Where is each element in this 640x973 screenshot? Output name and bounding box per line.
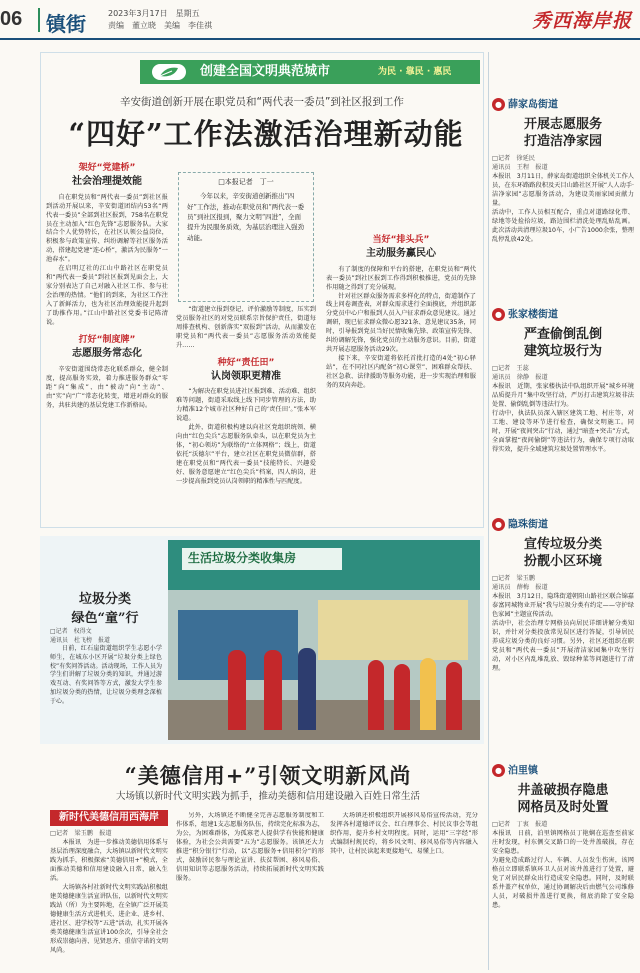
photo-story-title-1: 垃圾分类 <box>78 592 131 607</box>
brief-yinzhu <box>492 518 634 674</box>
banner-slogan: 为民 · 靠民 · 惠民 <box>378 67 452 77</box>
photo-story-title-2: 绿色“童”行 <box>71 611 139 626</box>
lead-paragraph: 自在职党员和“两代表一委员”到社区报到活动开展以来，辛安街道团结内53名“两代表一委员”全部到社区报到，758名在职党员在主动加入“红色先锋”志愿服务队。大家结合个人优势特长，在社区认领公益岗位，积极参与政策宣传、纠纷调解等社区服务活动，搭建起党建“连心桥”，激活为民服务“一池春水”。 <box>46 193 168 264</box>
brief-zhangjialou <box>492 308 634 455</box>
kicker-3: 种好“责任田” <box>217 357 275 368</box>
brief-byline: 通讯员 王程 报道 <box>492 163 548 171</box>
brief-title: 井盖破损存隐患 网格员及时处置 <box>517 783 609 815</box>
meide-title: “美德信用+”引领文明新风尚 <box>124 763 412 788</box>
lead-paragraph: 辛安街道围绕常态化联系群众，健全制度，提高服务实效，着力推进服务群众“零距”向“集成”、由“被动”向“主动”、由“实”向“广”常态化转变，增进对群众的服务，共驻共建的基层党建工作新格局。 <box>46 365 168 409</box>
photo-story-text <box>50 628 162 706</box>
lead-paragraph: 针对社区群众服务需求多样化的特点，街道制作了线上问卷调查表，对群众需求进行全面摸底，并组织部分党员中心户和报到人员入户征求群众意见建议。通过调研，现已征求群众微心愿321条、意见建议35条，同时，引导报到党员当好民情收集先锋、政策宣传先锋、纠纷调解先锋，强化党员的主动服务意识。目前，街道共开展志愿服务活动29次。 <box>326 292 476 354</box>
meide-paragraph: 大场镇还积极组织开展移风易俗宣传活动，充分发挥各村道德评议会、红白理事会、村民议事会等组织作用，提升乡村文明程度。同时，运用“三字经”形式编制村规民约，将乡风文明、移风易俗等内容融入其中，让村民读起来更接地气、易懂上口。 <box>330 812 478 855</box>
brief-byline: □记者 丁衷 报道 <box>492 820 548 828</box>
lead-paragraph: 此外，街道积极构建以向社区党组织统领、横向由“红色尖兵”志愿服务队牵头，以在职党员为主体，“初心领坊”为联络的“立体网格”；线上，街道依托“沃德尔”平台，建立社区在职党员微信群，搭建在职党员和“两代表一委员”技能特长、兴趣爱好、服务意愿建立“红色尖兵”档案，四人纳岗，进一步提高报到党员认岗领职的精准性与匹配度。 <box>176 424 316 486</box>
brief-byline: □记者 徐延民 <box>492 154 535 162</box>
brief-byline: 通讯员 薛梅 报道 <box>492 583 548 591</box>
photo-story-title <box>52 588 158 626</box>
lead-paragraph: “为解决在职党员进社区报到难、活动难、组织难等问题，街道采取线上线下同步管理的方法，助力精准12个城市社区种好自己的‘责任田’。”张本军说道。 <box>176 388 316 423</box>
lead-subtitle: 辛安街道创新开展在职党员和“两代表一委员”到社区报到工作 <box>120 96 404 108</box>
date-line: 2023年3月17日 星期五 <box>108 9 200 18</box>
lead-col-2 <box>176 306 316 487</box>
meide-paragraph: 大场镇各村社新时代文明实践站积极组建美德健康生活宣讲队伍，以新时代文明实践站（所）为主要阵地，在全镇广泛开展美德健康生活方式进机关、进企业、进乡村、进社区、进学校等“五进”活动，扎实开展各类美德健康生活宣讲100余次，引导全社会形成崇德向善、见贤思齐、重信守诺的文明风尚。 <box>50 883 168 954</box>
brief-title: 开展志愿服务 打造洁净家园 <box>523 117 602 149</box>
brief-title: 严查偷倒乱倒 建筑垃圾行为 <box>523 327 602 359</box>
kicker-4: 当好“排头兵” <box>372 235 430 245</box>
person-figure <box>228 650 246 730</box>
location-icon: ● <box>492 764 505 777</box>
lead-paragraph: 接下来，辛安街道将依托首批打造的4处“初心驿站”，在不同社区内配备“初心课堂”、困难群众帮扶、社区急救、法律援助等服务功能，进一步实现治理和服务的双向奔赴。 <box>326 355 476 390</box>
divider <box>38 8 40 32</box>
brief-tag: ● 薛家岛街道 <box>492 98 634 113</box>
lead-paragraph: “街道建立报到登记、评价激励等制度，压实到党员服务社区的对党员联系宗旨保护责任，街道每周排查机构、创新落实“双报到”活动，从而激发在职党员和“两代表一委员”志愿服务活动效能提升…… <box>176 306 316 349</box>
subhead-2: 志愿服务常态化 <box>72 348 142 360</box>
station-sign: 生活垃圾分类收集房 <box>182 548 342 570</box>
meide-label: 新时代美德信用西海岸 <box>50 810 168 826</box>
location-icon: ● <box>492 98 505 111</box>
section-name: 镇街 <box>46 12 86 36</box>
brief-text: 本报讯 近期，张家楼执法中队组织开展“城乡环境品质提升月”集中攻坚行动，严厉打击建筑垃圾非法处置、偷倒乱倒等违法行为。 行动中，执法队员深入辖区建筑工地、村庄等，对工地、建设等环节进行检查，确保文明施工。同时，开展“夜间突击”行动，通过“暗查+突击”方式，全面掌握“夜间偷倒”等违法行为，确保专项行动取得实效，提升全域建筑垃圾处置管理水平。 <box>492 382 634 453</box>
intro-text: 今年以来，辛安街道创新推出“四好”工作法，推动在职党员和“两代表一委员”到社区报到，聚力文明“四进”，全面提升为民服务质效，为基层治理注入强劲动能。 <box>187 192 305 242</box>
editors-line: 责编 董立晓 美编 李佳祺 <box>108 21 212 30</box>
subhead-3: 认岗领职更精准 <box>211 370 281 382</box>
photo-byline-1: □记者 权得文 <box>50 628 92 635</box>
child-figure <box>446 662 462 730</box>
meide-paragraph: 本报讯 为进一步推动美德信用体系与基层治理深度融合，大场镇以新时代文明实践为抓手，积极探索“美德信用+”模式，全面推动美德和信用建设融入日常，融入生活。 <box>50 838 168 882</box>
child-figure <box>394 664 410 730</box>
location-icon: ● <box>492 308 505 321</box>
brief-byline: □记者 王蕊 <box>492 364 529 372</box>
brief-boli <box>492 764 634 970</box>
meide-col-1 <box>50 830 168 956</box>
meide-col-2 <box>176 812 324 970</box>
brief-tag: ● 泊里镇 <box>492 764 634 779</box>
brief-tag: ● 隐珠街道 <box>492 518 634 533</box>
kicker-1: 架好“党建桥” <box>78 163 136 173</box>
lead-col-3 <box>326 164 476 391</box>
meide-paragraph: 另外，大场镇还不断健全完善志愿服务制度和工作体系，组建1支志愿服务队伍，持续完化标准为志，为公，为困难群体，为孤寡老人提供学有快能和健康体验，为社会公共需要“五为”志愿服务。该镇还大力推进“积分银行”行动，以“志愿服务+信用积分”的形式，鼓励居民参与理论宣讲、扶贫帮困、移风易俗、信用知识等志愿服务活动，持续拓展新时代文明实践服务。 <box>176 812 324 882</box>
column-divider <box>488 52 489 970</box>
brief-byline: □记者 梁玉鹏 <box>492 574 535 582</box>
brief-text: 本报讯 3月12日，隐珠街道朝阳山路社区联合锦嘉泰富同城物业开展“我与垃圾分类有约定——守护绿色家园”主题宣传活动。 活动中，社会治理专网格员向居民详细讲解分类知识，并针对分类投放常见误区进行答疑，引导居民养成垃圾分类的良好习惯。另外，社区还组织在职党员和“两代表一委员”开展清洁家园集中攻坚行动，对小区内乱堆乱放、毁绿种菜等问题进行了清理。 <box>492 592 634 672</box>
newspaper-logo: 秀西海岸报 <box>531 10 632 32</box>
brief-title: 宣传垃圾分类 扮靓小区环境 <box>523 537 602 569</box>
location-icon: ● <box>492 518 505 531</box>
intro-box <box>178 172 314 302</box>
station-board <box>318 600 468 660</box>
brief-byline: 通讯员 徐静 报道 <box>492 373 548 381</box>
child-figure <box>420 658 436 730</box>
garbage-sorting-photo <box>168 540 480 740</box>
meide-col-3 <box>330 812 478 970</box>
person-figure <box>298 648 316 730</box>
child-figure <box>368 660 384 730</box>
brief-text: 本报讯 日前，泊里镇网格员丁艳娴在巡查至前家庄时发现，村东侧交叉路口的一处井盖破损，存在安全隐患。 为避免造成路过行人、车辆、人员发生伤害，该网格员立即联系镇环卫人员对该井盖进行了处置，避免了对居民群众出行造成安全隐患。同时，及时联系井盖产权单位，通过协调解决后由燃气公司维修人员，对破损井盖进行更换，彻底消除了安全隐患。 <box>492 829 634 909</box>
meide-byline: □记者 梁玉鹏 报道 <box>50 830 112 837</box>
masthead <box>0 0 640 40</box>
intro-byline: □本报记者 丁一 <box>218 178 274 186</box>
photo-byline-2: 通讯员 杜飞榜 报道 <box>50 636 111 644</box>
lead-col-1 <box>46 162 168 411</box>
lead-paragraph: 在启明辽社的江山中路社区在职党员和“两代表一委员”到社区报到见面会上，大家分别表达了自己对融入社区工作、参与社会治理的热情。“他们的到来，为社区工作注入了新鲜活力，也为社区治理效能提升起到了助推作用。”江山中路社区党委书记陈清说。 <box>46 265 168 327</box>
brief-xuejiadao <box>492 98 634 245</box>
meide-subtitle: 大场镇以新时代文明实践为抓手，推动美德和信用建设融入百姓日常生活 <box>115 791 420 802</box>
brief-tag: ● 张家楼街道 <box>492 308 634 323</box>
page-number: 06 <box>0 8 23 30</box>
lead-paragraph: 有了制度的保障和平台的搭建，在职党员和“两代表一委员”到社区报到工作得到积极推进，党员的先锋作用随之得到了充分展现。 <box>326 265 476 291</box>
photo-caption: 日前，红石崖街道组织学生志愿小学师生，在城东小区开展“垃圾分类上绿色校”有奖问答活动。活动现场，工作人员为学生们讲解了垃圾分类的知识，并通过游戏互动、有奖问答等方式，激发大学生参加垃圾分类的热情，让垃圾分类理念深植于心。 <box>50 645 162 705</box>
subhead-4: 主动服务赢民心 <box>366 248 436 260</box>
kicker-2: 打好“制度牌” <box>78 335 136 346</box>
lead-title: “四好”工作法激活治理新动能 <box>68 117 464 151</box>
brief-text: 本报讯 3月11日，薛家岛街道组织全体机关工作人员，在东环路路段积及天目山路社区开展“人人动手·洁净家园”志愿服务活动，为建设美丽家园贡献力量。 活动中，工作人员相互配合，重点对道路绿化带、绿地等处捡拾垃圾，路边围栏清洗处理乱贴乱画。此次活动共清理垃圾10车，小广告1000余张，整理乱停乱放42处。 <box>492 172 634 243</box>
person-figure <box>264 650 282 730</box>
banner-title: 创建全国文明典范城市 <box>200 64 331 79</box>
subhead-1: 社会治理提效能 <box>72 176 142 188</box>
